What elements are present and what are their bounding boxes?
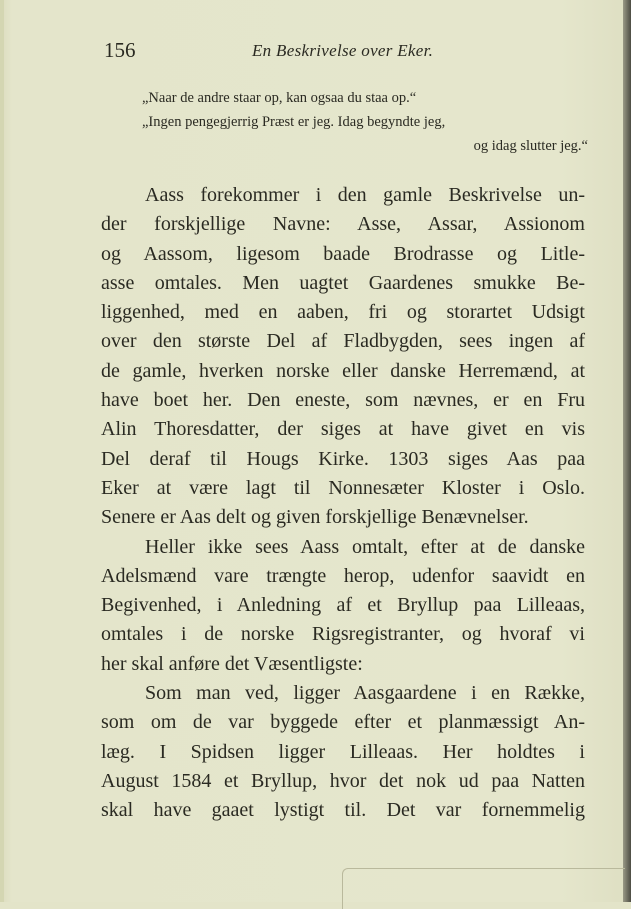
text-line: Del deraf til Hougs Kirke. 1303 siges Aas paa [101, 447, 585, 470]
text-line: Aass forekommer i den gamle Beskrivelse un- [145, 184, 585, 206]
page-number: 156 [104, 38, 136, 62]
epigraph-line: „Ingen pengegjerrig Præst er jeg. Idag begyndte jeg, [142, 114, 446, 130]
text-line: og Aassom, ligesom baade Brodrasse og Litle- [101, 242, 585, 265]
text-line: August 1584 et Bryllup, hvor det nok ud paa Natten [101, 769, 585, 792]
text-line: have boet her. Den eneste, som nævnes, er en Fru [101, 389, 585, 412]
text-line: asse omtales. Men uagtet Gaardenes smukke Be- [101, 271, 585, 294]
text-line: liggenhed, med en aaben, fri og storartet Udsigt [101, 301, 585, 324]
text-line: over den største Del af Fladbygden, sees ingen af [101, 330, 585, 353]
text-line: Heller ikke sees Aass omtalt, efter at de danske [145, 535, 585, 558]
page-edge-shadow [623, 0, 631, 902]
running-title: En Beskrivelse over Eker. [252, 41, 434, 60]
epigraph-line: og idag slutter jeg.“ [473, 138, 588, 154]
text-line: her skal anføre det Væsentligste: [101, 652, 363, 675]
page-gutter [0, 0, 4, 902]
text-line: Begivenhed, i Anledning af et Bryllup paa Lilleaas, [101, 594, 585, 617]
text-line: skal have gaaet lystigt til. Det var fornemmelig [101, 799, 585, 822]
text-line: omtales i de norske Rigsregistranter, og hvoraf vi [101, 623, 585, 646]
epigraph-line: „Naar de andre staar op, kan ogsaa du staa op.“ [142, 90, 417, 106]
text-line: Som man ved, ligger Aasgaardene i en Række, [145, 682, 585, 705]
text-line: Adelsmænd vare trængte herop, udenfor saavidt en [101, 564, 585, 587]
text-line: læg. I Spidsen ligger Lilleaas. Her holdtes i [101, 740, 585, 763]
text-line: som om de var byggede efter et planmæssigt An- [101, 711, 585, 734]
text-line: der forskjellige Navne: Asse, Assar, Assionom [101, 213, 585, 236]
text-line: Eker at være lagt til Nonnesæter Kloster i Oslo. [101, 476, 585, 499]
scanner-plate-edge [342, 868, 625, 909]
body-text [101, 181, 585, 826]
text-line: Alin Thoresdatter, der siges at have givet en vis [101, 418, 585, 441]
text-line: de gamle, hverken norske eller danske Herremænd, at [101, 359, 585, 382]
epigraph [142, 86, 594, 158]
page-header [104, 38, 574, 68]
text-line: Senere er Aas delt og given forskjellige Benævnelser. [101, 506, 529, 529]
